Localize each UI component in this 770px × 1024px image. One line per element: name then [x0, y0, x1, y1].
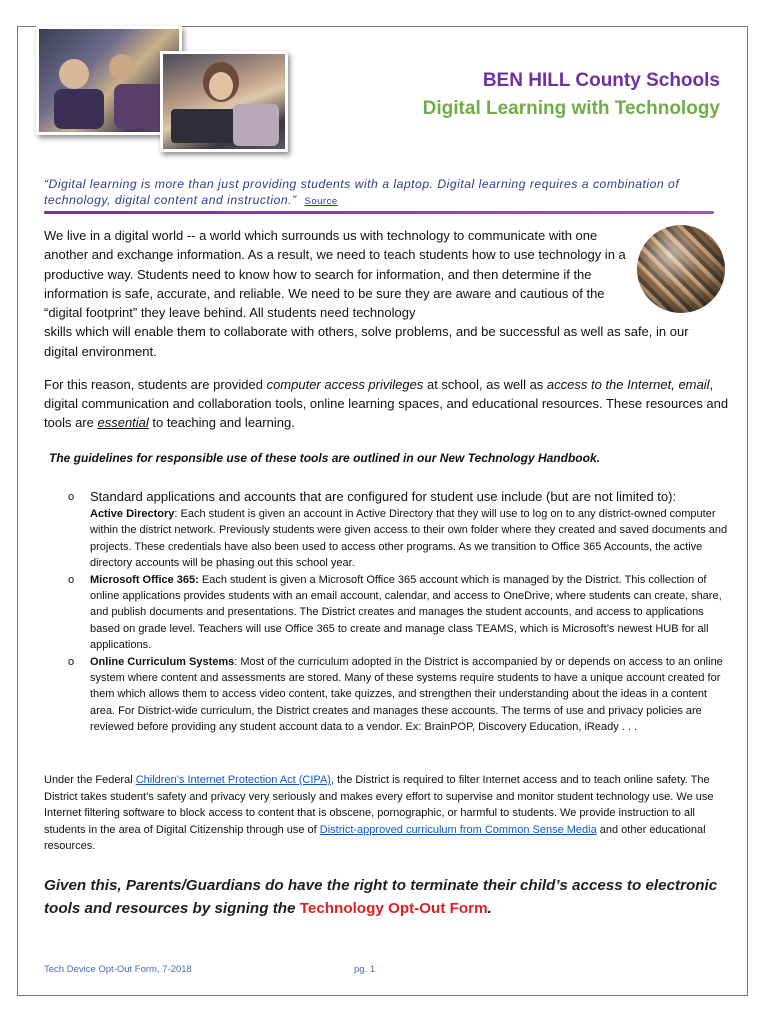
guidelines-heading: The guidelines for responsible use of these tools are outlined in our New Technology Handbook.: [49, 451, 600, 465]
federal-text: and other educational resources.: [44, 823, 706, 853]
reason-text: at school, as well as: [423, 377, 547, 392]
reason-paragraph: [44, 375, 730, 432]
purple-divider: [44, 211, 714, 214]
opt-out-form-name: Technology Opt-Out Form: [299, 900, 488, 917]
page-subtitle: Digital Learning with Technology: [422, 98, 720, 119]
intro-paragraph: [44, 226, 689, 361]
quote-text: “Digital learning is more than just providing students with a laptop. Digital learning requires a combination of technology, digital content and instruction.”: [44, 177, 680, 207]
item-text: : Most of the curriculum adopted in the District is accompanied by or depends on access to an online system where content and assessments are stored. Many of these systems require students to have a unique account created for them which allows them to access video content, take quizzes, and strengthen their understanding about the ideas in a content area. For District-wide curriculum, the District creates and manages these accounts. The terms of use and privacy policies are reviewed before providing any student account data to a vendor. Ex: BrainPOP, Discovery Education, iReady . . .: [90, 655, 723, 734]
list-item: [68, 654, 728, 736]
reason-text: For this reason, students are provided: [44, 377, 267, 392]
school-name-title: BEN HILL County Schools: [482, 70, 720, 91]
list-item: [68, 506, 728, 572]
federal-text: , the District is required to filter Internet access and to teach online safety. The District takes student’s safety and privacy very seriously and makes every effort to supervise and monitor student technology use. We use Internet filtering software to block access to content that is obscene, pornographic, or harmful to students. We provide instruction to all students in the area of Digital Citizenship through use of: [44, 774, 714, 836]
list-intro-text: Standard applications and accounts that are configured for student use include (but are not limited to):: [90, 489, 677, 504]
cipa-link[interactable]: Children’s Internet Protection Act (CIPA): [135, 774, 331, 786]
closing-text: .: [487, 900, 492, 917]
item-title: Microsoft Office 365:: [90, 573, 199, 586]
student-laptop-photo: [160, 51, 288, 152]
item-title: Active Directory: [90, 508, 175, 520]
common-sense-media-link[interactable]: District-approved curriculum from Common Sense Media: [319, 823, 597, 836]
footer-form-label: Tech Device Opt-Out Form, 7-2018: [44, 964, 192, 975]
list-item: [68, 488, 728, 506]
page-number: pg. 1: [354, 964, 376, 975]
reason-emphasis-essential: essential: [97, 415, 149, 430]
closing-text: Given this, Parents/Guardians do have the right to terminate their child’s access to electronic tools and resources by signing the: [44, 877, 718, 917]
reason-emphasis-internet: access to the Internet, email: [546, 377, 710, 392]
item-text: Each student is given a Microsoft Office 365 account which is managed by the District. This collection of online applications provides students with an email account, calendar, and access to OneDrive, where students can create, share, and publish documents and presentations. The District creates and manages the student accounts, and access to applications based on grade level. Teachers will use Office 365 to create and manage class TEAMS, which is Microsoft’s newest HUB for all applications.: [90, 573, 722, 652]
item-title: Online Curriculum Systems: [90, 655, 235, 668]
reason-emphasis-privileges: computer access privileges: [266, 377, 424, 392]
reason-text: to teaching and learning.: [148, 415, 295, 430]
reason-text: , digital communication and collaboration tools, online learning spaces, and educational resources. These resources and tools are: [44, 377, 729, 430]
closing-statement: [44, 874, 734, 920]
accounts-list: [68, 488, 728, 736]
federal-text: Under the Federal: [44, 774, 136, 786]
quote-source-link[interactable]: Source: [304, 196, 338, 207]
bullet-icon: o: [68, 491, 75, 503]
digital-learning-quote: [44, 176, 734, 210]
intro-text-part1: We live in a digital world -- a world which surrounds us with technology to communicate with one another and exchange information. As a result, we need to teach students how to use technology in a productive way. Students need to know how to search for information, and then determine if the information is safe, accurate, and reliable. We need to be sure they are aware and cautious of the “digital footprint” they leave behind. All students need technology: [44, 228, 626, 321]
globe-of-faces-image: [637, 225, 725, 313]
list-item: [68, 572, 728, 654]
federal-paragraph: [44, 772, 734, 855]
item-text: : Each student is given an account in Active Directory that they will use to log on to any district-owned computer within the district network. Previously students were given access to their own folder where they created and saved documents and projects. These credentials have also been used to access other programs. As we transition to Office 365 Accounts, the active directory accounts will be phasing out this school year.: [90, 508, 728, 570]
bullet-icon: o: [68, 573, 75, 586]
intro-text-part2: skills which will enable them to collaborate with others, solve problems, and be successful as well as safe, in our digital environment.: [44, 324, 689, 359]
bullet-icon: o: [68, 655, 75, 668]
